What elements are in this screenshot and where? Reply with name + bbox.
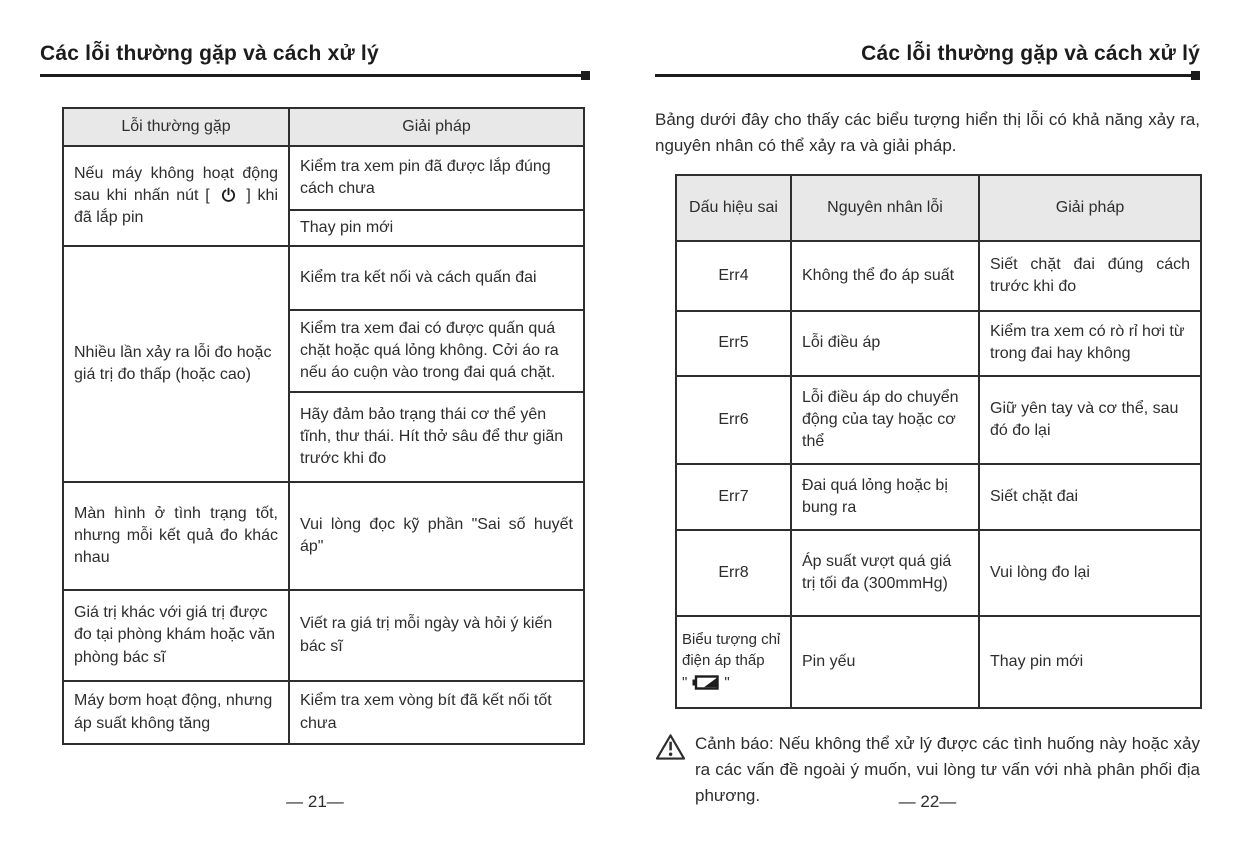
table-row xyxy=(676,616,1201,708)
page-number: — 21— xyxy=(286,792,344,811)
cause-cell: Lỗi điều áp do chuyển động của tay hoặc cơ thể xyxy=(791,376,979,464)
solution-cell: Kiểm tra kết nối và cách quấn đai xyxy=(289,246,584,310)
table-header-row xyxy=(676,175,1201,241)
page-title-text: Các lỗi thường gặp và cách xử lý xyxy=(40,42,379,65)
table-row xyxy=(63,146,584,210)
table-row xyxy=(63,246,584,310)
page-title xyxy=(40,42,590,77)
error-code-cell: Err5 xyxy=(676,311,791,376)
column-header-solution: Giải pháp xyxy=(979,175,1201,241)
solution-cell: Thay pin mới xyxy=(979,616,1201,708)
table-row xyxy=(676,530,1201,616)
table-header-row xyxy=(63,108,584,146)
table-row xyxy=(676,241,1201,311)
page-number: — 22— xyxy=(898,792,957,811)
table-row xyxy=(676,464,1201,530)
page-title-text: Các lỗi thường gặp và cách xử lý xyxy=(861,42,1200,65)
solution-cell: Kiểm tra xem đai có được quấn quá chặt hoặc quá lỏng không. Cởi áo ra nếu áo cuộn vào trong đai quá chặt. xyxy=(289,310,584,392)
column-header-error-sign: Dấu hiệu sai xyxy=(676,175,791,241)
cause-cell: Pin yếu xyxy=(791,616,979,708)
cause-cell: Không thể đo áp suất xyxy=(791,241,979,311)
solution-cell: Siết chặt đai đúng cách trước khi đo xyxy=(979,241,1201,311)
cause-cell: Lỗi điều áp xyxy=(791,311,979,376)
warning-triangle-icon xyxy=(655,731,695,766)
cause-cell: Đai quá lỏng hoặc bị bung ra xyxy=(791,464,979,530)
error-code-cell: Err7 xyxy=(676,464,791,530)
solution-cell: Giữ yên tay và cơ thể, sau đó đo lại xyxy=(979,376,1201,464)
solution-cell: Kiểm tra xem có rò rỉ hơi từ trong đai hay không xyxy=(979,311,1201,376)
table-row xyxy=(676,311,1201,376)
page-title xyxy=(655,42,1200,77)
solution-cell: Vui lòng đọc kỹ phần "Sai số huyết áp" xyxy=(289,482,584,590)
table-row xyxy=(63,681,584,744)
solution-cell: Thay pin mới xyxy=(289,210,584,246)
solution-cell: Siết chặt đai xyxy=(979,464,1201,530)
error-code-cell: Err8 xyxy=(676,530,791,616)
solution-cell: Kiểm tra xem pin đã được lắp đúng cách chưa xyxy=(289,146,584,210)
solution-cell: Viết ra giá trị mỗi ngày và hỏi ý kiến bác sĩ xyxy=(289,590,584,681)
manual-page-21 xyxy=(40,0,590,811)
intro-paragraph: Bảng dưới đây cho thấy các biểu tượng hiển thị lỗi có khả năng xảy ra, nguyên nhân có thể xảy ra và giải pháp. xyxy=(655,110,1200,156)
title-marker-square-icon xyxy=(581,71,590,80)
error-codes-table xyxy=(675,174,1202,709)
title-marker-square-icon xyxy=(1191,71,1200,80)
low-voltage-symbol-cell: Biểu tượng chỉ điện áp thấp " " xyxy=(676,616,791,708)
column-header-solution: Giải pháp xyxy=(289,108,584,146)
solution-cell: Kiểm tra xem vòng bít đã kết nối tốt chưa xyxy=(289,681,584,744)
solution-cell: Hãy đảm bảo trạng thái cơ thể yên tĩnh, thư thái. Hít thở sâu để thư giãn trước khi đo xyxy=(289,392,584,482)
error-cell-no-pressure: Máy bơm hoạt động, nhưng áp suất không tăng xyxy=(63,681,289,744)
error-cell-power: Nếu máy không hoạt động sau khi nhấn nút [ ] khi đã lắp pin xyxy=(63,146,289,246)
column-header-cause: Nguyên nhân lỗi xyxy=(791,175,979,241)
error-cell-repeated-errors: Nhiều lần xảy ra lỗi đo hoặc giá trị đo thấp (hoặc cao) xyxy=(63,246,289,482)
table-row xyxy=(63,590,584,681)
error-code-cell: Err4 xyxy=(676,241,791,311)
table-row xyxy=(63,482,584,590)
error-code-cell: Err6 xyxy=(676,376,791,464)
error-cell-clinic-difference: Giá trị khác với giá trị được đo tại phòng khám hoặc văn phòng bác sĩ xyxy=(63,590,289,681)
solution-cell: Vui lòng đo lại xyxy=(979,530,1201,616)
table-row xyxy=(676,376,1201,464)
low-battery-icon xyxy=(692,675,719,690)
power-icon xyxy=(221,187,236,202)
error-cell-different-results: Màn hình ở tình trạng tốt, nhưng mỗi kết quả đo khác nhau xyxy=(63,482,289,590)
column-header-error: Lỗi thường gặp xyxy=(63,108,289,146)
manual-page-22 xyxy=(655,0,1200,810)
warning-text: Cảnh báo: Nếu không thể xử lý được các tình huống này hoặc xảy ra các vấn đề ngoài ý muốn, vui lòng tư vấn với nhà phân phối địa phương. xyxy=(695,733,1200,806)
common-errors-table xyxy=(62,107,585,745)
cause-cell: Áp suất vượt quá giá trị tối đa (300mmHg) xyxy=(791,530,979,616)
